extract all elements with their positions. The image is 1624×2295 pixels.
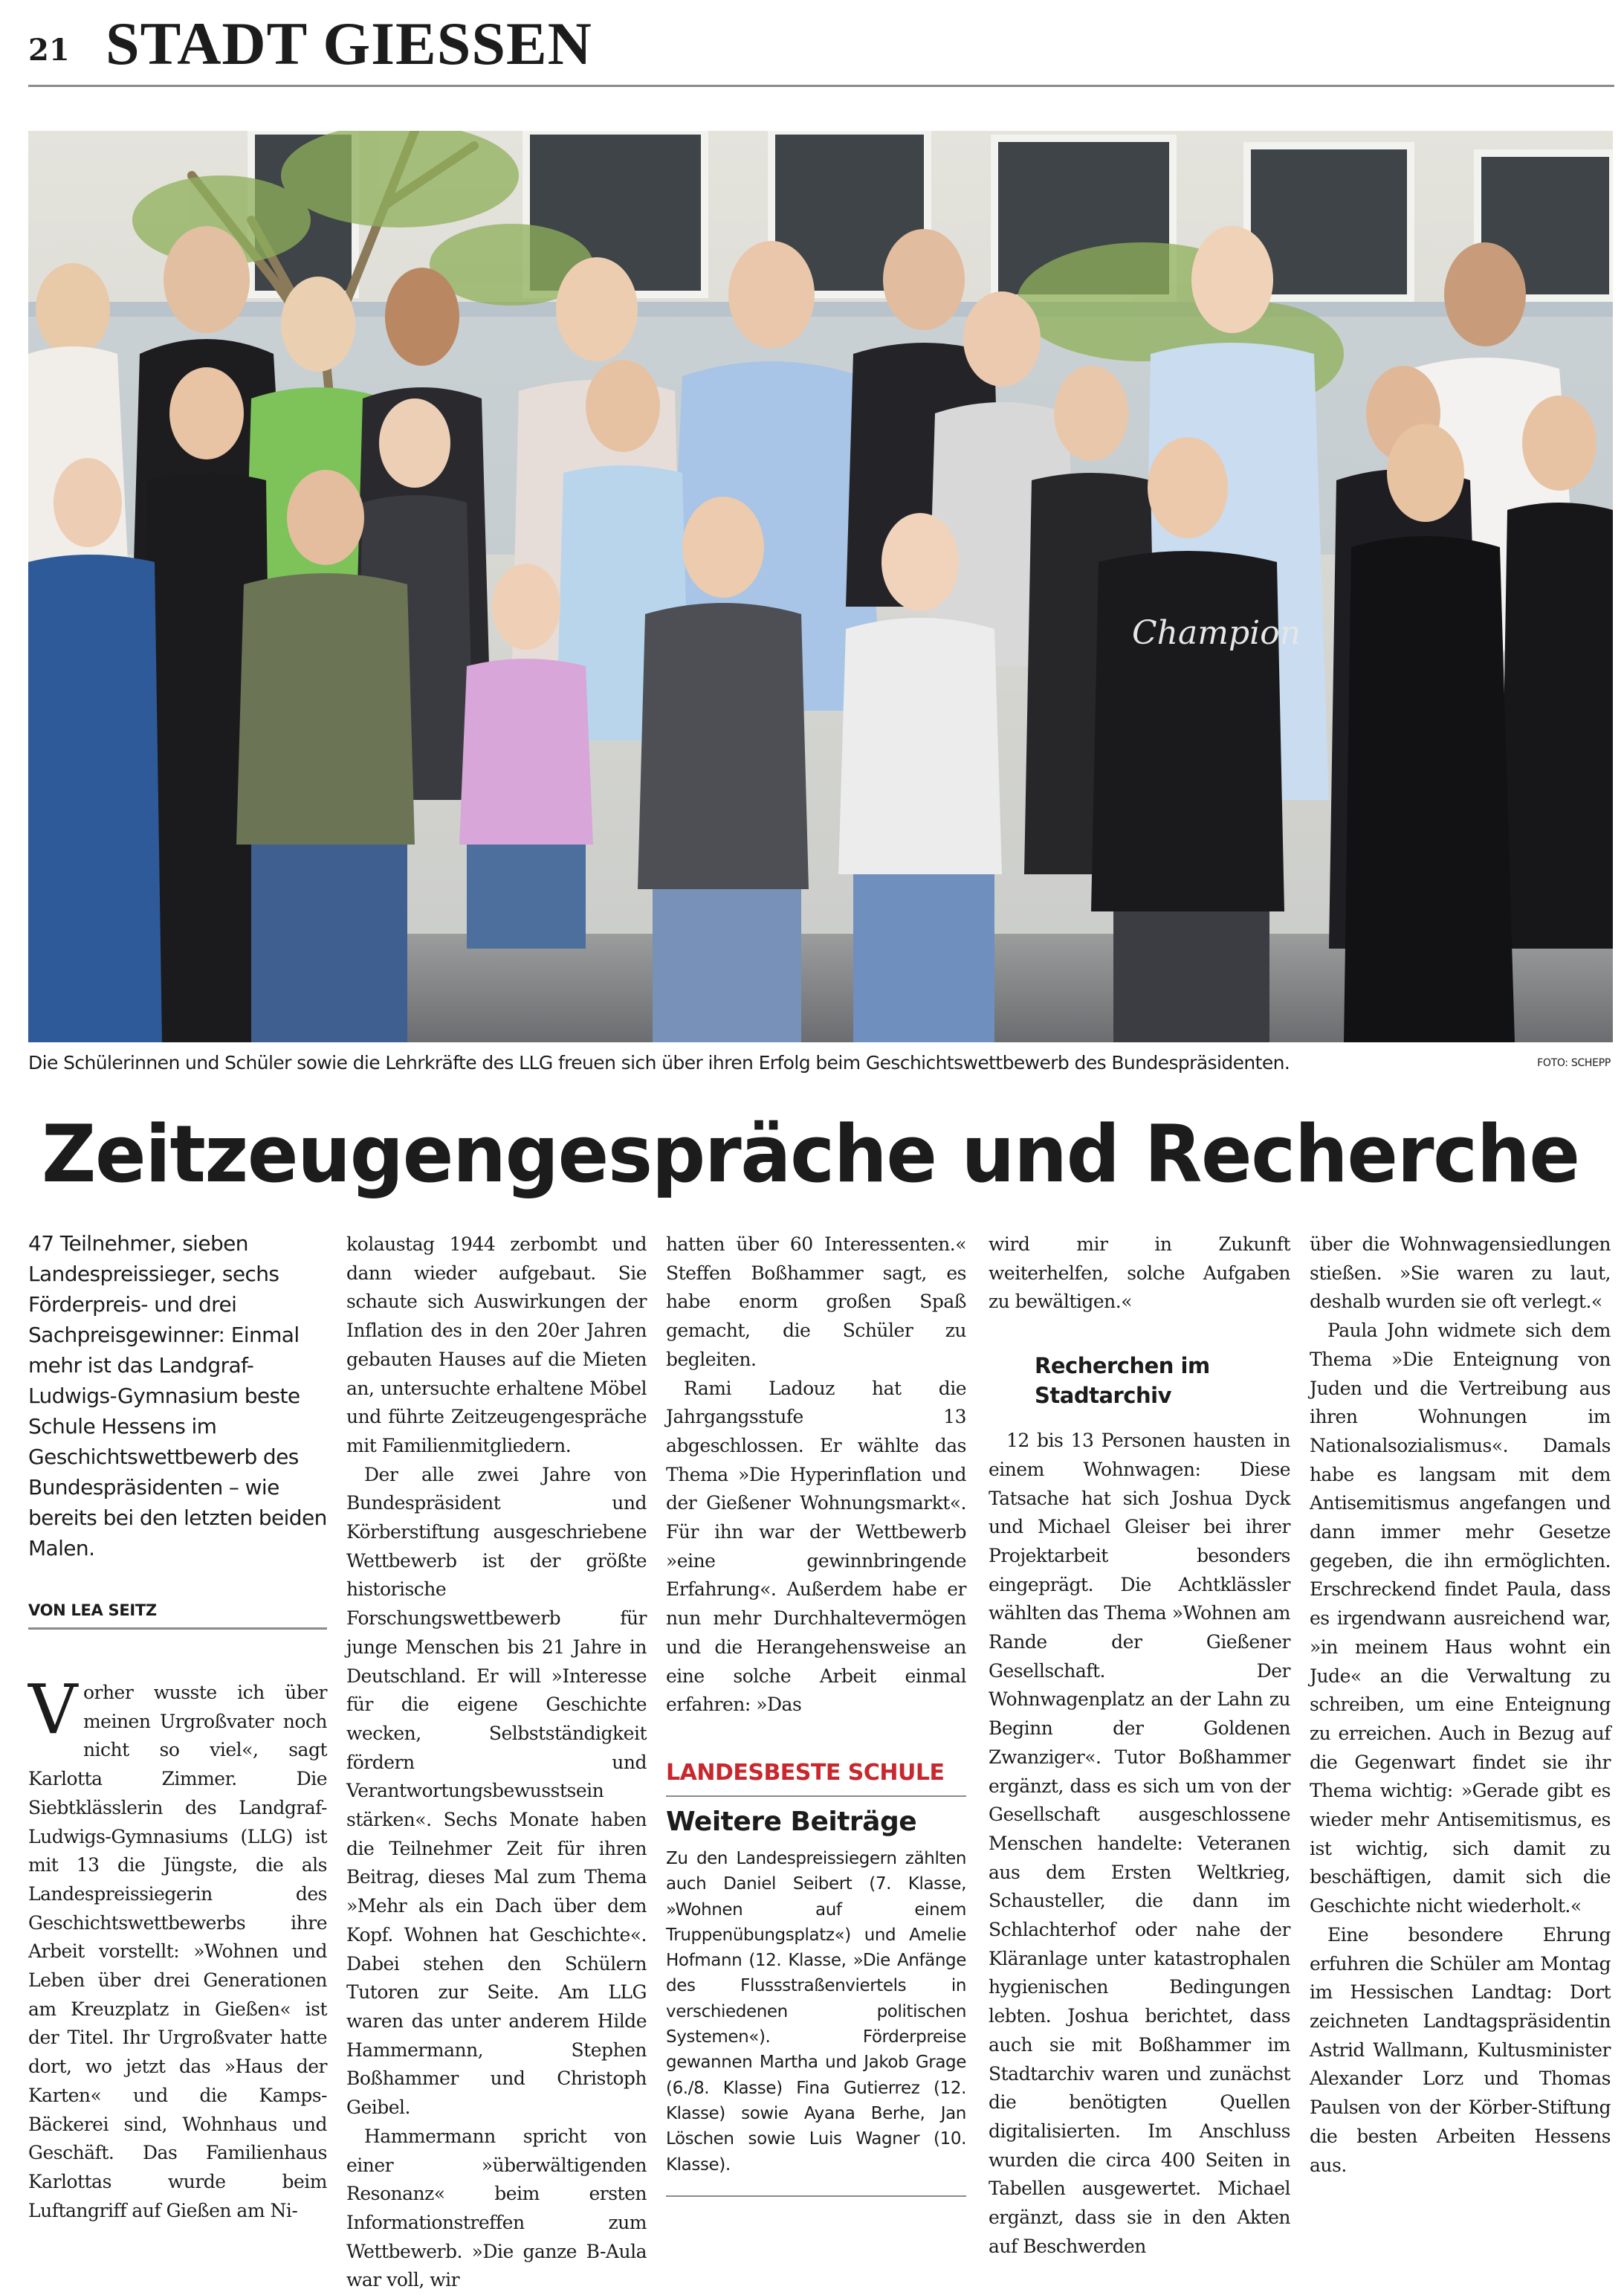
body-part-5c: Eine besondere Ehrung erfuhren die Schüler am Montag im Hessischen Landtag: Dort zeichneten Landtagspräsidentin Astrid Wallmann, Kultusminister Alexander Lorz und Thomas Paulsen von der Körber-Stiftung die besten Arbeiten Hessens aus. (1310, 1923, 1611, 2176)
page-number: 21 (28, 33, 70, 68)
lead-paragraph: 47 Teilnehmer, sieben Landespreissieger, sechs Förderpreis- und drei Sachpreisgewinner: Einmal mehr ist das Landgraf-Ludwigs-Gymnasium beste Schule Hessens im Geschichtswettbewerb des Bundespräsidenten – wie bereits bei den letzten beiden Malen. (28, 1231, 327, 1560)
body-column-1 (28, 1670, 327, 2225)
body-part-2b: Der alle zwei Jahre von Bundespräsident und Körberstiftung ausgeschriebene Wettbewerb ist der größte historische Forschungswettbewerb für junge Menschen bis 21 Jahre in Deutschland. Er will »Interesse für die eigene Geschichte wecken, Selbstständigkeit fördern und Verantwortungsbewusstsein stärken«. Sechs Monate haben die Teilnehmer Zeit für ihren Beitrag, dieses Mal zum Thema »Mehr als ein Dach über dem Kopf. Wohnen hat Geschichte«. Dabei stehen den Schülern Tutoren zur Seite. Am LLG waren das unter anderem Hilde Hammermann, Stephen Boßhammer und Christoph Geibel. (346, 1463, 647, 2119)
infobox-kicker: LANDESBESTE SCHULE (666, 1758, 966, 1797)
body-part-3a: hatten über 60 Interessenten.« Steffen Boßhammer sagt, es habe enorm großen Spaß gemacht, die Schüler zu begleiten. (666, 1233, 966, 1370)
infobox (666, 1758, 966, 2197)
body-part-2c: Hammermann spricht von einer »überwältigenden Resonanz« beim ersten Informationstreffen zum Wettbewerb. »Die ganze B-Aula war voll, wir (346, 2125, 647, 2291)
infobox-text: Zu den Landespreissiegern zählten auch Daniel Seibert (7. Klasse, »Wohnen auf einem Truppenübungsplatz«) und Amelie Hofmann (12. Klasse, »Die Anfänge des Flussstraßenviertels in verschiedenen politischen Systemen«). Förderpreise gewannen Martha und Jakob Grage (6./8. Klasse) Fina Gutierrez (12. Klasse) sowie Ayana Berhe, Jan Löschen sowie Luis Wagner (10. Klasse). (666, 1846, 966, 2197)
section-title: STADT GIESSEN (106, 10, 592, 77)
body-part-2a: kolaustag 1944 zerbombt und dann wieder aufgebaut. Sie schaute sich Auswirkungen der Inflation des in den 20er Jahren gebauten Hauses auf die Mieten an, untersuchte erhaltene Möbel und führte Zeitzeugengespräche mit Familienmitgliedern. (346, 1233, 647, 1456)
body-part-3b: Rami Ladouz hat die Jahrgangsstufe 13 abgeschlossen. Er wählte das Thema »Die Hyperinflation und der Gießener Wohnungsmarkt«. Für ihn war der Wettbewerb »eine gewinnbringende Erfahrung«. Außerdem habe er nun mehr Durchhaltevermögen und die Herangehensweise an eine solche Arbeit einmal erfahren: »Das (666, 1377, 966, 1716)
group-photo-illustration (28, 131, 1613, 1042)
infobox-title: Weitere Beiträge (666, 1806, 917, 1837)
headline: Zeitzeugengespräche und Recherche (42, 1108, 1579, 1200)
column-3 (666, 1230, 966, 2197)
column-1 (28, 1228, 327, 1630)
wall-band (28, 302, 1613, 317)
body-part-4a: wird mir in Zukunft weiterhelfen, solche Aufgaben zu bewältigen.« (989, 1233, 1290, 1313)
body-part-5a: über die Wohnwagensiedlungen stießen. »Sie waren zu laut, deshalb wurden sie oft verlegt.« (1310, 1233, 1611, 1313)
drop-cap: V (28, 1670, 77, 1749)
group-photo (28, 131, 1613, 1042)
subheading: Recherchen im Stadtarchiv (1035, 1353, 1210, 1409)
photo-credit: FOTO: SCHEPP (1537, 1057, 1611, 1069)
photo-caption: Die Schülerinnen und Schüler sowie die Lehrkräfte des LLG freuen sich über ihren Erfolg beim Geschichtswettbewerb des Bundespräsidenten. (28, 1052, 1290, 1074)
column-4 (989, 1230, 1290, 2262)
body-part-5b: Paula John widmete sich dem Thema »Die Enteignung von Juden und die Vertreibung aus ihren Wohnungen im Nationalsozialismus«. Damals habe es langsam mit dem Antisemitismus angefangen und dann immer mehr Gesetze gegeben, die ihn ermöglichten. Erschreckend findet Paula, dass es irgendwann ausreichend war, »in meinem Haus wohnt ein Jude« an die Verwaltung zu schreiben, um eine Enteignung zu erreichen. Auch in Bezug auf die Gegenwart findet sie ihr Thema wichtig: »Gerade gibt es wieder mehr Antisemitismus, es ist wichtig, sich damit zu beschäftigen, damit sich die Geschichte nicht wiederholt.« (1310, 1320, 1611, 1917)
body-part-1a: orher wusste ich über meinen Urgroßvater noch nicht so viel«, sagt Karlotta Zimmer. Die Siebtklässlerin des Landgraf-Ludwigs-Gymnasiums (LLG) ist mit 13 die Jüngste, die als Landespreissiegerin des Geschichtswettbewerbs ihre Arbeit vorstellt: »Wohnen und Leben über drei Generationen am Kreuzplatz in Gießen« ist der Titel. Ihr Urgroßvater hatte dort, wo jetzt das »Haus der Karten« und die Kamps-Bäckerei sind, Wohnhaus und Geschäft. Das Familienhaus Karlottas wurde beim Luftangriff auf Gießen am Ni- (28, 1682, 327, 2221)
byline: VON LEA SEITZ (28, 1599, 327, 1630)
body-part-4b: 12 bis 13 Personen hausten in einem Wohnwagen: Diese Tatsache hat sich Joshua Dyck und Michael Gleiser bei ihrer Projektarbeit besonders eingeprägt. Die Achtklässler wählten das Thema »Wohnen am Rande der Gießener Gesellschaft. Der Wohnwagenplatz an der Lahn zu Beginn der Goldenen Zwanziger«. Tutor Boßhammer ergänzt, dass es sich um von der Gesellschaft ausgeschlossene Menschen handelte: Veteranen aus dem Ersten Weltkrieg, Schausteller, die dann im Schlachterhof oder nahe der Kläranlage unter katastrophalen hygienischen Bedingungen lebten. Joshua berichtet, dass auch sie mit Boßhammer im Stadtarchiv waren und zunächst die benötigten Quellen digitalisierten. Im Anschluss wurden die circa 400 Seiten in Tabellen ausgewertet. Michael ergänzt, dass sie in den Akten auf Beschwerden (989, 1430, 1290, 2257)
shirt-logo-text: Champion (1132, 614, 1301, 652)
header-rule (28, 85, 1614, 87)
body-column-5 (1310, 1230, 1611, 2180)
body-column-2 (346, 1230, 647, 2295)
